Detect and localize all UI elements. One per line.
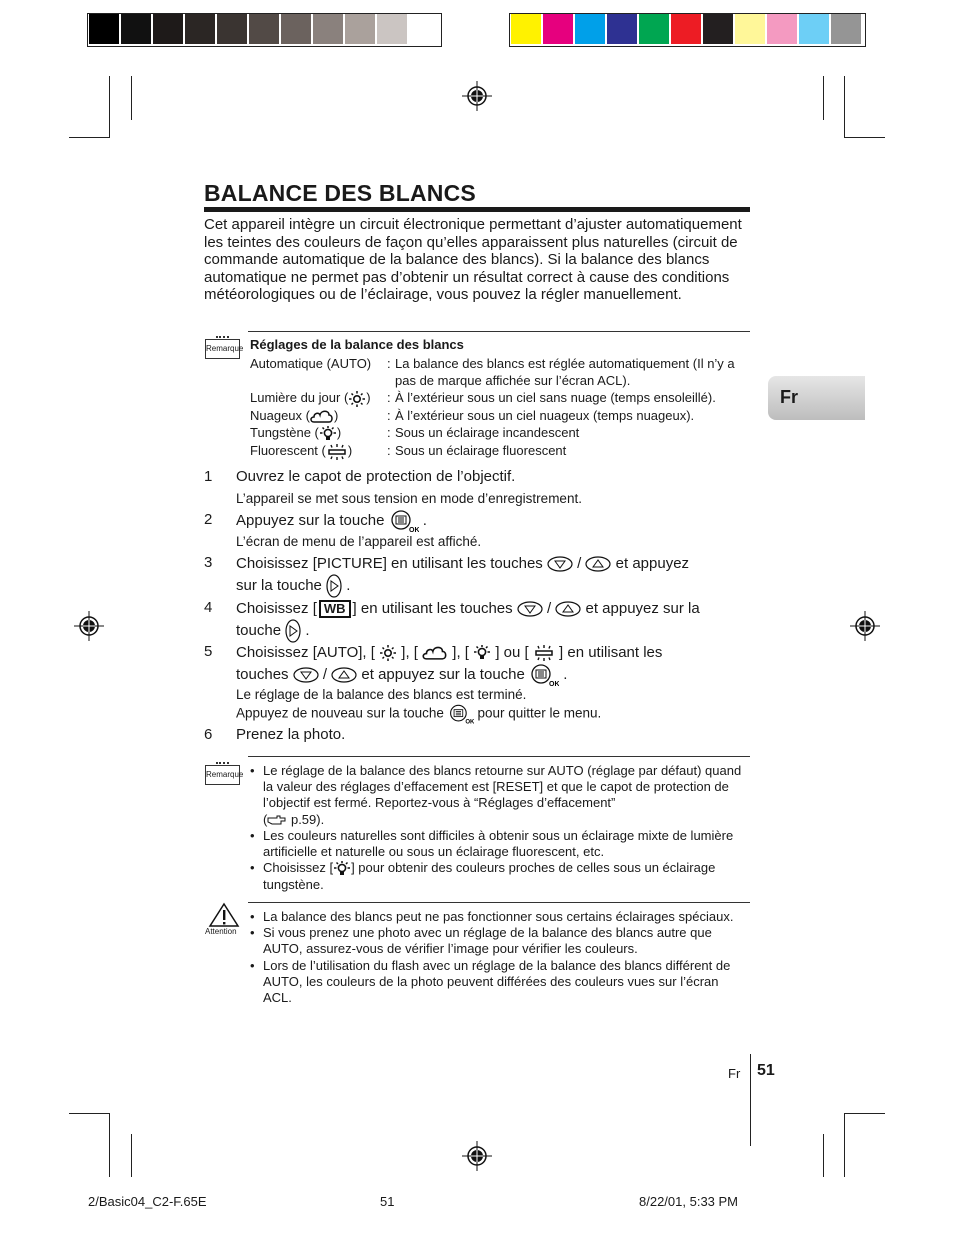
title-rule	[204, 207, 750, 212]
remarque-icon: Remarque	[205, 339, 240, 359]
wb-settings-title: Réglages de la balance des blancs	[250, 337, 464, 352]
step-number: 6	[204, 726, 213, 743]
list-item: • Choisissez [ ] pour obtenir des couleurs proches de celles sous un éclairage tungstène.	[250, 860, 748, 893]
step-number: 1	[204, 468, 213, 485]
registration-mark-icon	[462, 1141, 492, 1171]
wb-key: Nuageux (	[250, 408, 310, 423]
colon: :	[387, 390, 391, 405]
step-3: 3 Choisissez [PICTURE] en utilisant les touches / et appuyez sur la touche .	[204, 553, 750, 595]
notes-list	[250, 763, 748, 893]
up-arrow-button-icon	[585, 556, 611, 572]
crop-mark	[823, 76, 824, 120]
wb-value: La balance des blancs est réglée automatiquement (Il n’y a pas de marque affichée sur l’écran ACL).	[395, 356, 735, 388]
list-item: • La balance des blancs peut ne pas fonctionner sous certains éclairages spéciaux.	[250, 909, 748, 925]
wb-value: À l’extérieur sous un ciel sans nuage (temps ensoleillé).	[395, 390, 716, 405]
fluorescent-icon	[326, 444, 348, 460]
page-number-rule	[750, 1054, 751, 1146]
step-5-note: Le réglage de la balance des blancs est terminé.	[236, 687, 527, 702]
page-language: Fr	[728, 1066, 741, 1081]
crop-mark	[844, 1113, 845, 1177]
wb-key: Fluorescent (	[250, 443, 326, 458]
color-swatch	[639, 14, 669, 44]
tungsten-icon	[319, 426, 337, 442]
wb-value: À l’extérieur sous un ciel nuageux (temps nuageux).	[395, 408, 695, 423]
menu-ok-button-icon	[389, 510, 419, 532]
sun-icon	[379, 645, 397, 661]
color-swatch	[735, 14, 765, 44]
crop-mark	[109, 1113, 110, 1177]
pointing-hand-icon	[267, 814, 287, 826]
step-number: 5	[204, 643, 213, 660]
crop-mark	[69, 137, 110, 138]
up-arrow-button-icon	[555, 601, 581, 617]
page-title: BALANCE DES BLANCS	[204, 180, 476, 206]
color-swatch	[89, 14, 119, 44]
color-swatch	[249, 14, 279, 44]
wb-key: Lumière du jour (	[250, 390, 349, 405]
crop-mark	[844, 76, 845, 138]
step-5: 5 Choisissez [AUTO], [ ], [ ], [ ] ou [ ] en utilisant les touches / et appuyez sur la touche OK .	[204, 643, 663, 687]
step-text: Ouvrez le capot de protection de l’objectif.	[236, 468, 516, 485]
divider	[248, 331, 750, 332]
crop-mark	[131, 1134, 132, 1177]
crop-mark	[131, 76, 132, 120]
fluorescent-icon	[533, 645, 555, 661]
color-swatch	[575, 14, 605, 44]
registration-mark-icon	[74, 611, 104, 641]
colon: :	[387, 425, 391, 440]
crop-mark	[844, 137, 885, 138]
language-tab: Fr	[768, 376, 865, 420]
down-arrow-button-icon	[547, 556, 573, 572]
divider	[248, 902, 750, 903]
attention-list	[250, 909, 748, 1006]
cloud-icon	[422, 645, 448, 661]
tungsten-icon	[473, 645, 491, 661]
crop-mark	[823, 1134, 824, 1177]
step-4: 4 Choisissez [ WB ] en utilisant les touches / et appuyez sur la touche .	[204, 598, 750, 640]
color-swatch	[153, 14, 183, 44]
menu-ok-button-icon	[529, 664, 559, 686]
list-item: • Les couleurs naturelles sont difficiles à obtenir sous un éclairage mixte de lumière artificielle et naturelle ou sous un éclairage fluorescent, etc.	[250, 828, 748, 860]
crop-mark	[844, 1113, 885, 1114]
color-swatch	[409, 14, 439, 44]
down-arrow-button-icon	[293, 667, 319, 683]
color-swatch	[671, 14, 701, 44]
colon: :	[387, 408, 391, 423]
color-swatch	[703, 14, 733, 44]
warning-icon	[208, 902, 240, 928]
divider	[248, 756, 750, 757]
wb-key: Automatique (AUTO)	[250, 356, 372, 371]
step-number: 3	[204, 554, 213, 571]
footer-filename: 2/Basic04_C2-F.65E	[88, 1194, 207, 1209]
wb-key: Tungstène (	[250, 425, 319, 440]
right-arrow-button-icon	[326, 574, 342, 598]
svg-text:OK: OK	[465, 719, 474, 724]
tungsten-icon	[333, 861, 351, 877]
cloud-icon	[310, 409, 334, 424]
sun-icon	[348, 391, 366, 407]
color-swatch	[607, 14, 637, 44]
step-2-note: L’écran de menu de l’appareil est affiché.	[236, 534, 482, 549]
right-arrow-button-icon	[285, 619, 301, 643]
color-swatch	[543, 14, 573, 44]
menu-ok-button-icon	[448, 704, 474, 724]
colon: :	[387, 443, 391, 458]
crop-mark	[109, 76, 110, 138]
up-arrow-button-icon	[331, 667, 357, 683]
registration-mark-icon	[850, 611, 880, 641]
list-item: • Si vous prenez une photo avec un réglage de la balance des blancs autre que AUTO, assurez-vous de vérifier l’image pour vérifier les couleurs.	[250, 925, 748, 957]
footer-date: 8/22/01, 5:33 PM	[639, 1194, 739, 1209]
step-text: Prenez la photo.	[236, 726, 346, 743]
colon: :	[387, 356, 391, 371]
color-swatch	[313, 14, 343, 44]
step-1-note: L’appareil se met sous tension en mode d’enregistrement.	[236, 491, 582, 506]
intro-paragraph: Cet appareil intègre un circuit électronique permettant d’ajuster automatiquement les teintes des couleurs de façon qu’elles apparaissent plus naturelles (circuit de commande automatique de la balance des blancs). Si la balance des blancs automatique ne permet pas d’obtenir un résultat correct à cause des conditions météorologiques ou de l’éclairage, vous pouvez la régler manuellement.	[204, 216, 742, 304]
list-item: • Le réglage de la balance des blancs retourne sur AUTO (réglage par défaut) quand la valeur des réglages d’effacement est [RESET] et que le capot de protection de l’objectif est fermé. Reportez-vous à “Réglages d’effacement” ( p.59).	[250, 763, 748, 828]
page-number: 51	[757, 1062, 775, 1079]
crop-mark	[69, 1113, 110, 1114]
color-swatch	[511, 14, 541, 44]
list-item: • Lors de l’utilisation du flash avec un réglage de la balance des blancs différent de AUTO, les couleurs de la photo peuvent différées des couleurs vues sur l’écran ACL.	[250, 958, 748, 1007]
step-number: 2	[204, 511, 213, 528]
wb-value: Sous un éclairage incandescent	[395, 425, 580, 440]
svg-text:OK: OK	[549, 681, 560, 687]
wb-badge: WB	[319, 600, 351, 618]
color-swatch	[217, 14, 247, 44]
remarque-icon: Remarque	[205, 765, 240, 785]
wb-row-auto	[250, 355, 750, 389]
color-swatch	[121, 14, 151, 44]
color-swatch	[345, 14, 375, 44]
color-swatch	[799, 14, 829, 44]
step-text: Appuyez sur la touche	[236, 511, 385, 529]
attention-label: Attention	[205, 927, 237, 936]
color-swatch	[831, 14, 861, 44]
color-swatch	[767, 14, 797, 44]
down-arrow-button-icon	[517, 601, 543, 617]
step-number: 4	[204, 599, 213, 616]
step-5-note-2: Appuyez de nouveau sur la touche OK pour quitter le menu.	[236, 705, 602, 724]
color-swatch	[377, 14, 407, 44]
wb-value: Sous un éclairage fluorescent	[395, 443, 567, 458]
footer-page: 51	[380, 1194, 395, 1209]
color-swatch	[185, 14, 215, 44]
registration-mark-icon	[462, 81, 492, 111]
svg-text:OK: OK	[408, 527, 419, 532]
color-swatch	[281, 14, 311, 44]
